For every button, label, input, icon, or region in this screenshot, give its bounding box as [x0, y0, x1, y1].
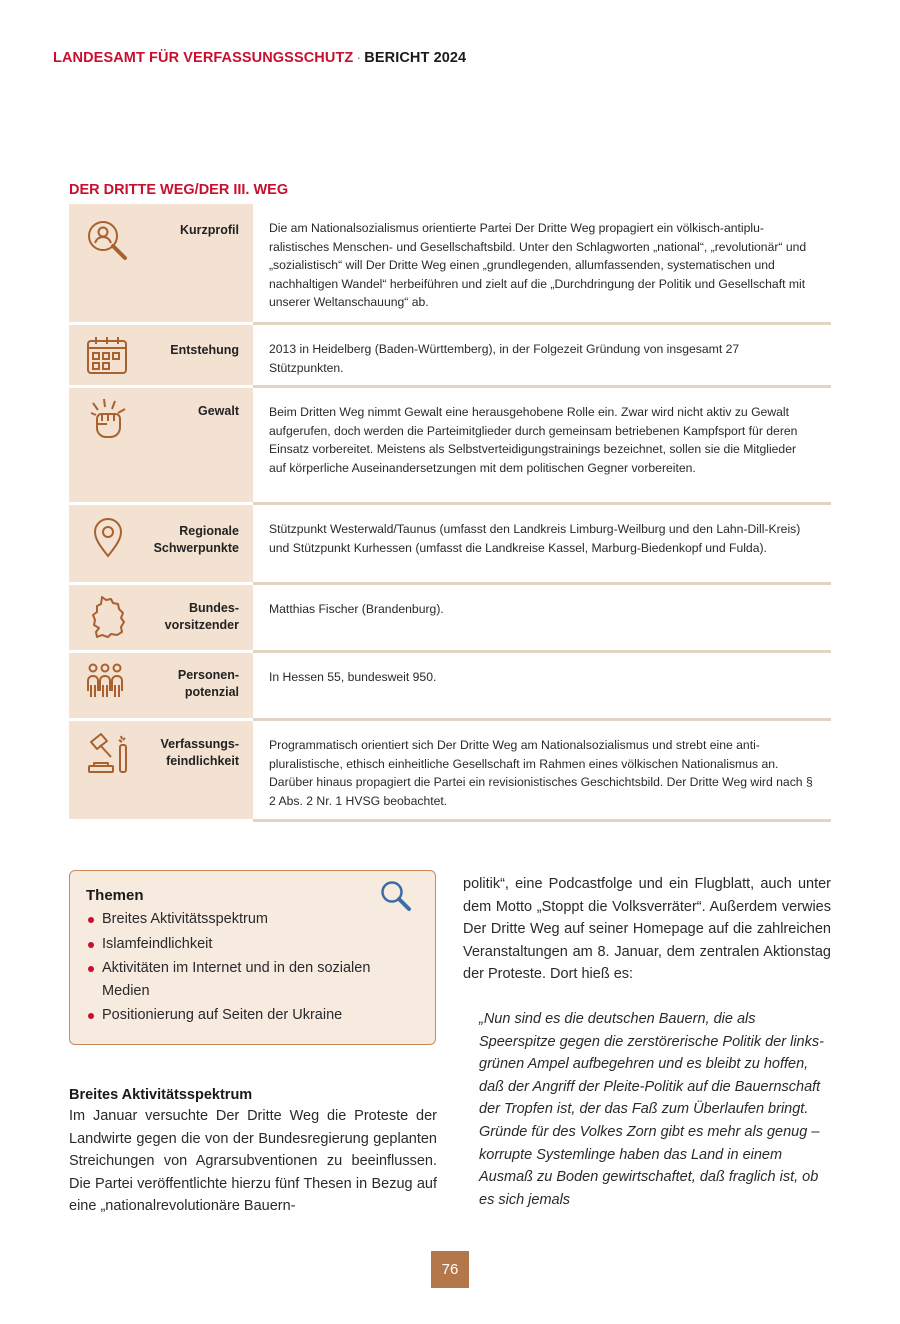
- profile-label-line: Bundes-: [189, 601, 239, 615]
- profile-text: Die am Nationalsozialismus orientierte Partei Der Dritte Weg propagiert ein völkisch-antipluralistisches Menschen- und Gesellschaftsbild. Unter den Schlagworten „national“, „revolutionär“ und „sozialistisch“ will Der Dritte Weg einen „grundlegenden, allumfassenden, systematischen und nachhaltigen Wandel“ herbeiführen und zielt auf die „Durchdringung der Politik und Gesellschaft mit unserer Weltanschauung“ ab.: [253, 204, 831, 325]
- profile-label: [178, 667, 239, 701]
- article-left-text: Im Januar versuchte Der Dritte Weg die Proteste der Landwirte gegen die von der Bundesregierung geplanten Streichungen von Agrarsubventionen zu beeinflussen. Die Partei veröffentlichte hierzu fünf Thesen in Bezug auf eine „nationalrevolutionäre Bauern-: [69, 1108, 437, 1215]
- profile-text: Beim Dritten Weg nimmt Gewalt eine herausgehobene Rolle ein. Zwar wird nicht aktiv zu Gewalt aufgerufen, doch werden die Parteimitglieder durch gemeinsam betriebenen Kampfsport für deren Einsatz vorbereitet. Meistens als Selbstverteidigungstrainings bezeichnet, sollen sie die Mitglieder auf körperliche Auseinandersetzungen mit dem politischen Gegner vorbereiten.: [253, 388, 831, 505]
- page-header: [53, 50, 466, 66]
- profile-label-line: vorsitzender: [164, 618, 239, 632]
- fist-icon: [85, 397, 131, 443]
- themen-item-text: Breites Aktivitätsspektrum: [102, 911, 268, 927]
- profile-label-line: Personen-: [177, 668, 239, 682]
- article-right-text: politik“, eine Podcastfolge und ein Flugblatt, auch unter dem Motto „Stoppt die Volksverräter“. Außerdem verwies Der Dritte Weg auf seiner Homepage auf die zahlreichen Veranstaltungen am 8. Januar, dem zentralen Aktionstag der Proteste. Dort hieß es:: [463, 876, 831, 983]
- profile-text: Matthias Fischer (Brandenburg).: [253, 585, 831, 653]
- profile-label: [154, 523, 239, 557]
- profile-label-line: Schwerpunkte: [153, 541, 239, 555]
- profile-label-cell: [69, 653, 253, 721]
- themen-list: [86, 908, 419, 1027]
- article-left-column: [69, 1087, 437, 1218]
- page-number: 76: [431, 1251, 469, 1288]
- list-item: [86, 933, 419, 956]
- profile-label-line: potenzial: [184, 685, 239, 699]
- profile-row-bundesvorsitzender: [69, 585, 831, 653]
- profile-table: [69, 204, 831, 822]
- profile-row-kurzprofil: [69, 204, 831, 325]
- header-report: BERICHT 2024: [364, 50, 467, 66]
- bullet: [88, 917, 94, 923]
- bullet: [88, 942, 94, 948]
- profile-label: Gewalt: [198, 404, 239, 418]
- themen-title: Themen: [86, 887, 144, 904]
- profile-label-cell: [69, 388, 253, 505]
- profile-row-entstehung: [69, 325, 831, 388]
- profile-label-line: feindlichkeit: [166, 754, 239, 768]
- gavel-icon: [85, 730, 131, 776]
- themen-item-text: Positionierung auf Seiten der Ukraine: [102, 1007, 343, 1023]
- article-quote: „Nun sind es die deutschen Bauern, die als Speerspitze gegen die zerstörerische Politik der links-grünen Ampel aufbegehren und es bleibt zu hoffen, daß der Angriff der Pleite-Politik auf die Bauernschaft der Tropfen ist, der das Faß zum Überlaufen bringt. Gründe für des Volkes Zorn gibt es mehr als genug – korrupte Systemlinge haben das Land in einem Ausmaß zu Boden gewirtschaftet, daß fraglich ist, ob es sich jemals: [479, 1011, 824, 1208]
- germany-map-icon: [85, 595, 131, 641]
- bullet: [88, 966, 94, 972]
- profile-label: [165, 600, 239, 634]
- bullet: [88, 1013, 94, 1019]
- article-right-column: [463, 873, 831, 986]
- list-item: [86, 1004, 419, 1027]
- profile-text: Programmatisch orientiert sich Der Dritte Weg am Nationalsozialismus und strebt eine antipluralistische, ethisch einheitliche Gesellschaft im Rahmen eines völkischen Nationalismus an. Darüber hinaus propagiert die Partei ein revisionistisches Geschichtsbild. Der Dritte Weg wird nach § 2 Abs. 2 Nr. 1 HVSG beobachtet.: [253, 721, 831, 822]
- calendar-icon: [85, 333, 131, 379]
- profile-label-line: Regionale: [179, 524, 239, 538]
- section-title: DER DRITTE WEG/DER III. WEG: [69, 182, 289, 198]
- location-pin-icon: [85, 514, 131, 560]
- profile-label-line: Verfassungs-: [160, 737, 239, 751]
- profile-label: Kurzprofil: [179, 223, 239, 237]
- list-item: [86, 908, 419, 931]
- header-org: LANDESAMT FÜR VERFASSUNGSSCHUTZ: [53, 50, 354, 66]
- profile-text: 2013 in Heidelberg (Baden-Württemberg), in der Folgezeit Gründung von insgesamt 27 Stützpunkten.: [253, 325, 831, 388]
- profile-label-cell: [69, 585, 253, 653]
- themen-item-text: Islamfeindlichkeit: [102, 935, 213, 952]
- profile-row-verfassungsfeindlichkeit: [69, 721, 831, 822]
- profile-label: [160, 736, 239, 770]
- profile-label: Entstehung: [170, 343, 239, 357]
- themen-box: [69, 870, 436, 1045]
- themen-item-text: Aktivitäten im Internet und in den sozialen Medien: [102, 960, 371, 999]
- profile-text: In Hessen 55, bundesweit 950.: [253, 653, 831, 721]
- profile-row-personenpotenzial: [69, 653, 831, 721]
- profile-text: Stützpunkt Westerwald/Taunus (umfasst den Landkreis Limburg-Weilburg und den Lahn-Dill-Kreis) und Stützpunkt Kurhessen (umfasst die Landkreise Kassel, Marburg-Biedenkopf und Fulda).: [253, 505, 831, 585]
- profile-label-cell: [69, 505, 253, 585]
- profile-label-cell: [69, 721, 253, 822]
- profile-row-regionale-schwerpunkte: [69, 505, 831, 585]
- article-heading: Breites Aktivitätsspektrum: [69, 1087, 253, 1103]
- group-people-icon: [85, 661, 131, 707]
- person-search-icon: [85, 218, 131, 264]
- list-item: [86, 957, 419, 1002]
- profile-label-cell: [69, 204, 253, 325]
- header-separator: ·: [356, 50, 362, 66]
- profile-row-gewalt: [69, 388, 831, 505]
- profile-label-cell: [69, 325, 253, 388]
